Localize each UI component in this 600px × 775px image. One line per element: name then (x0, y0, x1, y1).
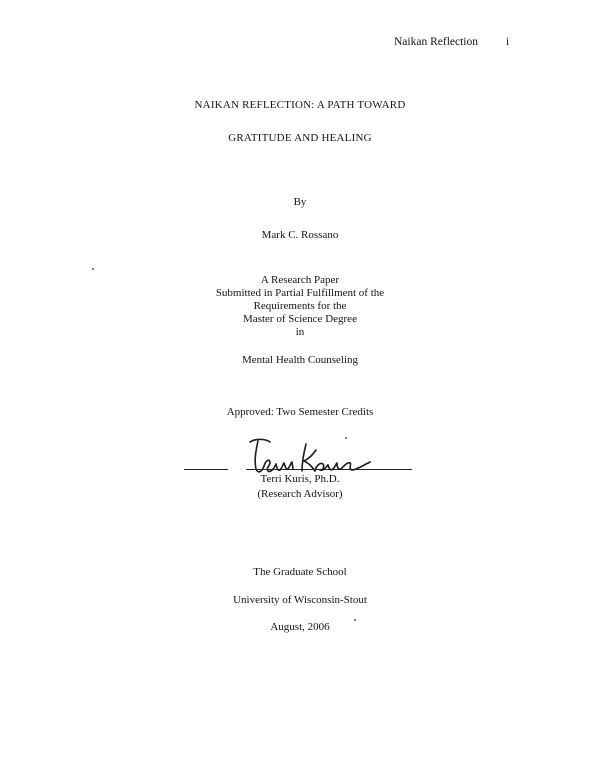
statement-line: Submitted in Partial Fulfillment of the (215, 287, 385, 299)
paper-title-line-2: GRATITUDE AND HEALING (228, 132, 372, 144)
scan-speck (92, 268, 94, 270)
university-name: University of Wisconsin-Stout (233, 594, 367, 606)
degree-program: Mental Health Counseling (241, 354, 359, 366)
statement-line: Master of Science Degree (243, 313, 357, 325)
advisor-role: (Research Advisor) (257, 488, 343, 500)
graduate-school: The Graduate School (253, 566, 347, 578)
signature-line-left (184, 469, 228, 470)
advisor-name: Terri Kuris, Ph.D. (260, 473, 340, 485)
approval-credits: Approved: Two Semester Credits (226, 406, 374, 418)
statement-line: A Research Paper (260, 274, 340, 286)
statement-line: in (295, 326, 305, 338)
author-name: Mark C. Rossano (261, 229, 339, 241)
page-number: i (506, 36, 510, 48)
submission-statement (0, 274, 600, 339)
byline-by: By (293, 196, 307, 208)
running-header-title: Naikan Reflection (394, 36, 478, 48)
paper-title-line-1: NAIKAN REFLECTION: A PATH TOWARD (194, 99, 406, 111)
submission-date: August, 2006 (270, 621, 330, 633)
statement-line: Requirements for the (253, 300, 347, 312)
scan-speck (345, 437, 347, 439)
scan-speck (354, 619, 356, 621)
